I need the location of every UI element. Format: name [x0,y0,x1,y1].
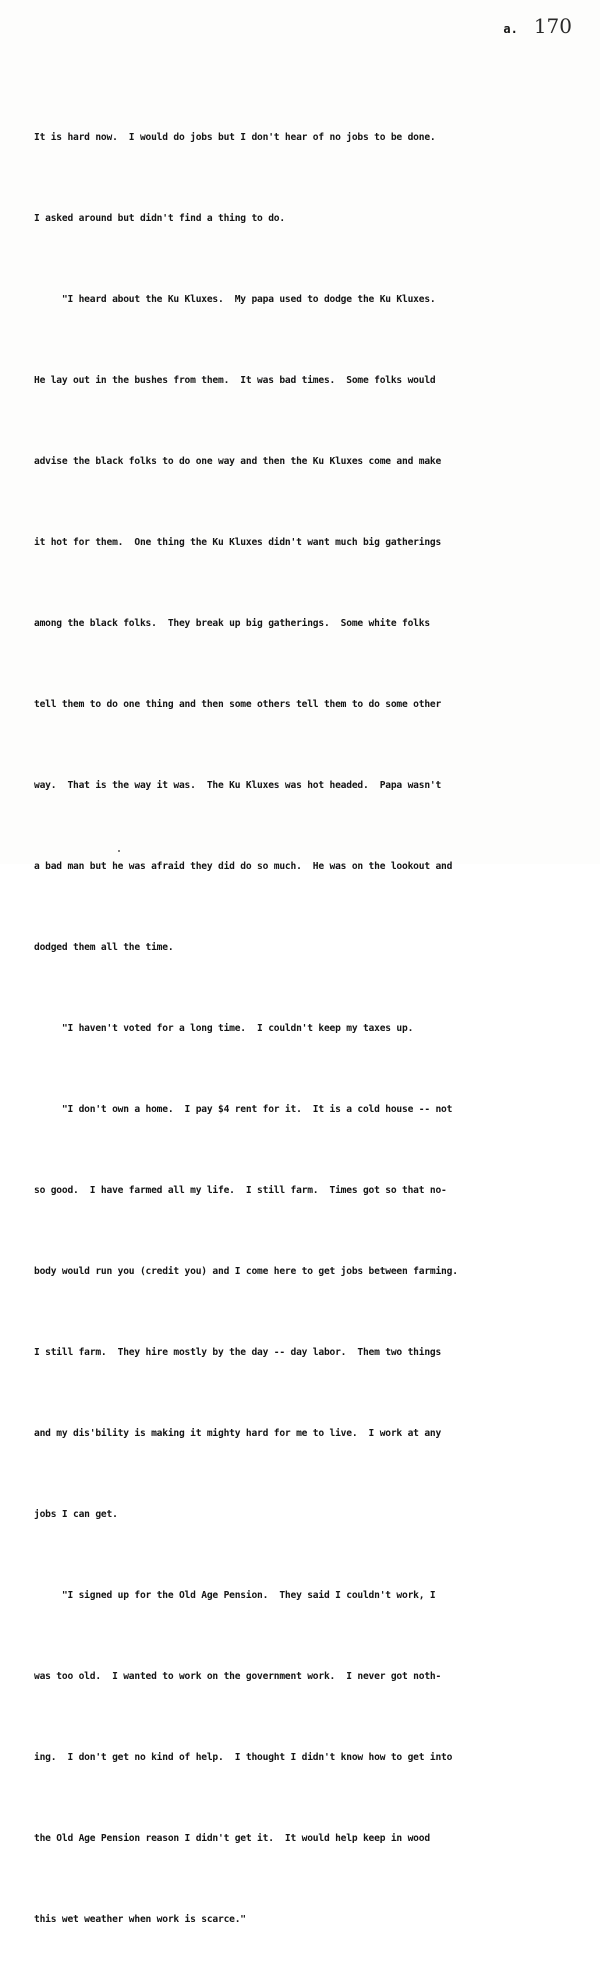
text-line: ing. I don't get no kind of help. I thought I didn't know how to get into [34,1752,453,1763]
text-line: "I haven't voted for a long time. I couldn't keep my taxes up. [34,1023,414,1034]
section-mark: a. [503,22,518,36]
text-line: I asked around but didn't find a thing to do. [34,213,285,224]
text-line: dodged them all the time. [34,942,174,953]
text-line: tell them to do one thing and then some others tell them to do some other [34,699,442,710]
text-line: and my dis'bility is making it mighty hard for me to live. I work at any [34,1428,442,1439]
text-line: He lay out in the bushes from them. It was bad times. Some folks would [34,375,436,386]
text-line: body would run you (credit you) and I come here to get jobs between farming. [34,1266,458,1277]
text-line: "I signed up for the Old Age Pension. They said I couldn't work, I [34,1590,436,1601]
text-line: I still farm. They hire mostly by the day -- day labor. Them two things [34,1347,442,1358]
text-line: this wet weather when work is scarce." [34,1914,246,1925]
text-line: among the black folks. They break up big gatherings. Some white folks [34,618,430,629]
text-line: so good. I have farmed all my life. I still farm. Times got so that no- [34,1185,447,1196]
text-line: jobs I can get. [34,1509,118,1520]
text-line: way. That is the way it was. The Ku Kluxes was hot headed. Papa wasn't [34,780,442,791]
page-number-header [503,14,572,38]
text-line: it hot for them. One thing the Ku Kluxes didn't want much big gatherings [34,537,442,548]
text-line: It is hard now. I would do jobs but I don't hear of no jobs to be done. [34,132,436,143]
body-text [34,70,574,1987]
text-line: "I don't own a home. I pay $4 rent for it. It is a cold house -- not [34,1104,453,1115]
text-line: "I heard about the Ku Kluxes. My papa used to dodge the Ku Kluxes. [34,294,436,305]
page-number: 170 [533,14,572,38]
text-line: a bad man but he was afraid they did do so much. He was on the lookout and [34,861,453,872]
scan-speck [118,850,120,852]
text-line: advise the black folks to do one way and then the Ku Kluxes come and make [34,456,442,467]
text-line: was too old. I wanted to work on the government work. I never got noth- [34,1671,442,1682]
text-line: the Old Age Pension reason I didn't get it. It would help keep in wood [34,1833,430,1844]
